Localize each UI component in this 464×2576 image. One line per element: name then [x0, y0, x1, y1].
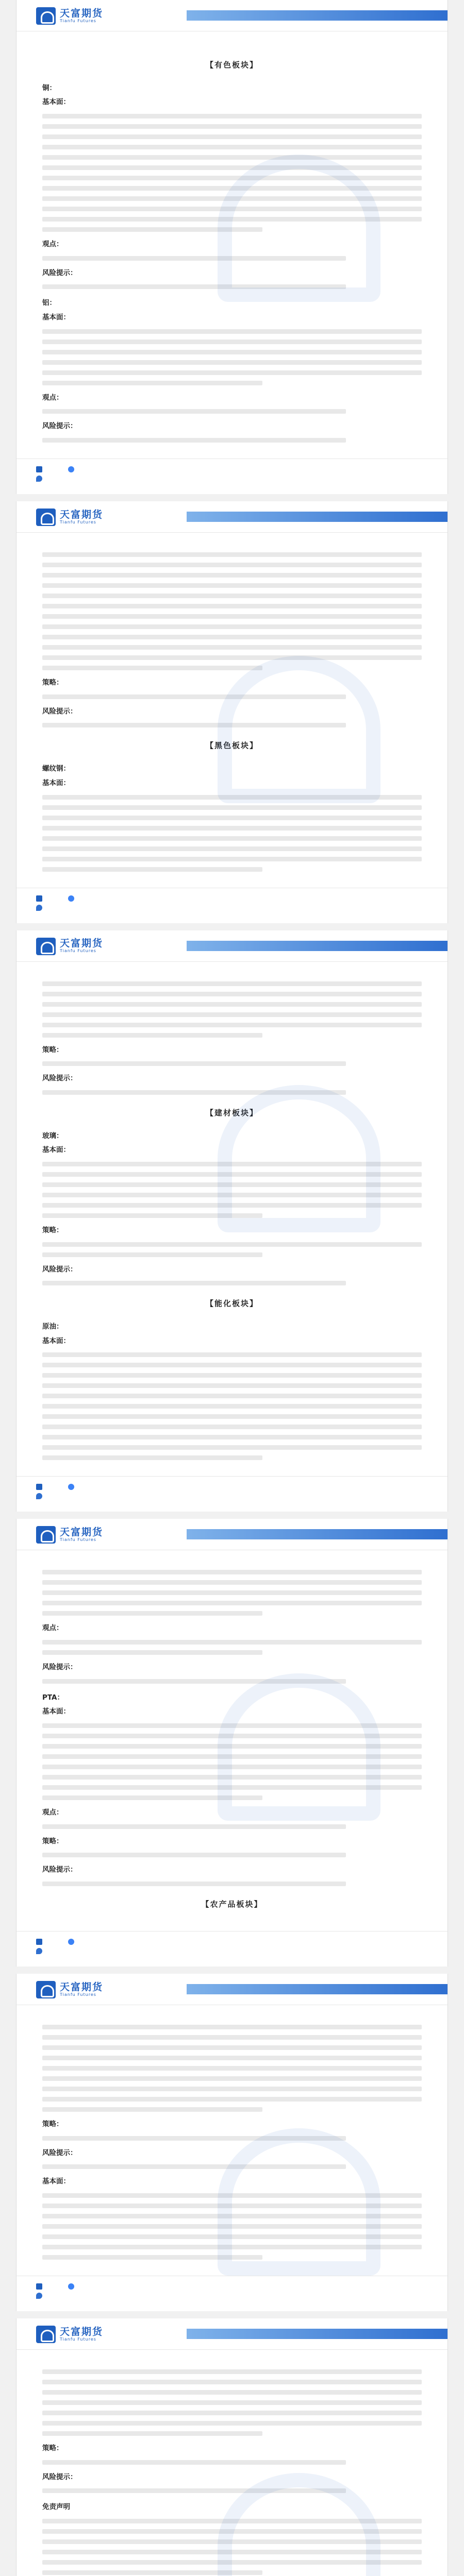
brand-name-en: Tianfu Futures	[60, 18, 96, 23]
brand-name-cn: 天富期货	[60, 1981, 104, 1993]
brand-logo-icon	[36, 509, 56, 526]
brand-name-en: Tianfu Futures	[60, 519, 96, 524]
page-header	[16, 501, 448, 533]
text-line-placeholder	[42, 1281, 346, 1285]
phone-icon	[36, 2283, 42, 2290]
brand-name-en: Tianfu Futures	[60, 948, 96, 954]
text-line-placeholder	[42, 826, 422, 831]
text-line-placeholder	[42, 645, 422, 650]
text-line-placeholder	[42, 2390, 422, 2395]
block-label: 风险提示：	[42, 1663, 77, 1672]
text-line-placeholder	[42, 2488, 346, 2493]
brand-name-en: Tianfu Futures	[60, 1537, 96, 1543]
brand-name-en: Tianfu Futures	[60, 2336, 96, 2342]
brand-name-cn: 天富期货	[60, 509, 104, 520]
page-header	[16, 1974, 448, 2005]
text-line-placeholder	[42, 1172, 422, 1177]
header-band	[187, 10, 448, 21]
page-content	[16, 533, 448, 887]
text-line-placeholder	[42, 165, 422, 170]
text-line-placeholder	[42, 114, 422, 118]
category-title: 螺纹钢：	[42, 765, 70, 773]
brand-logo-icon	[36, 2326, 56, 2343]
text-line-placeholder	[42, 1570, 422, 1574]
text-line-placeholder	[42, 1775, 422, 1780]
brand-logo-text	[60, 1982, 103, 1997]
text-line-placeholder	[42, 1414, 422, 1419]
text-line-placeholder	[42, 1193, 422, 1197]
text-line-placeholder	[42, 1853, 346, 1857]
page-footer	[16, 1931, 448, 1967]
globe-icon	[68, 895, 74, 902]
brand-logo-text	[60, 939, 103, 953]
text-line-placeholder	[42, 2097, 422, 2102]
text-line-placeholder	[42, 2519, 422, 2523]
block-label: 基本面：	[42, 1336, 70, 1345]
text-line-placeholder	[42, 1012, 422, 1017]
block-label: 风险提示：	[42, 422, 77, 431]
text-line-placeholder	[42, 805, 422, 810]
text-line-placeholder	[42, 2400, 422, 2405]
block-label: 风险提示：	[42, 1866, 77, 1874]
text-line-placeholder	[42, 124, 422, 129]
brand-name-cn: 天富期货	[60, 938, 104, 950]
brand-name-cn: 天富期货	[60, 2326, 104, 2337]
block-label: 策略：	[42, 2444, 63, 2452]
text-line-placeholder	[42, 2164, 346, 2169]
text-line-placeholder	[42, 1601, 422, 1605]
category-title: 免责声明	[42, 2503, 70, 2512]
text-line-placeholder	[42, 1033, 262, 1038]
text-line-placeholder	[42, 1182, 422, 1187]
location-pin-icon	[36, 1493, 42, 1499]
text-line-placeholder	[42, 1882, 346, 1886]
text-line-placeholder	[42, 723, 346, 727]
location-pin-icon	[36, 905, 42, 911]
text-line-placeholder	[42, 207, 422, 211]
text-line-placeholder	[42, 2076, 422, 2081]
text-line-placeholder	[42, 2550, 422, 2554]
text-line-placeholder	[42, 1765, 422, 1769]
text-line-placeholder	[42, 1590, 422, 1595]
text-line-placeholder	[42, 360, 422, 365]
block-label: 基本面：	[42, 778, 70, 787]
text-line-placeholder	[42, 2045, 422, 2050]
text-line-placeholder	[42, 816, 422, 820]
text-line-placeholder	[42, 573, 422, 578]
text-line-placeholder	[42, 2529, 422, 2534]
text-line-placeholder	[42, 694, 346, 699]
text-line-placeholder	[42, 1435, 422, 1439]
text-line-placeholder	[42, 381, 262, 385]
text-line-placeholder	[42, 614, 422, 619]
text-line-placeholder	[42, 2025, 422, 2029]
page-footer	[16, 459, 448, 494]
brand-logo	[36, 1980, 128, 1999]
header-band	[187, 1529, 448, 1539]
text-line-placeholder	[42, 2255, 262, 2260]
block-label: 策略：	[42, 2120, 63, 2128]
brand-logo	[36, 507, 128, 527]
text-line-placeholder	[42, 604, 422, 608]
page-header	[16, 930, 448, 962]
text-line-placeholder	[42, 155, 422, 160]
text-line-placeholder	[42, 1754, 422, 1759]
text-line-placeholder	[42, 2460, 346, 2465]
block-label: 风险提示：	[42, 1265, 77, 1274]
text-line-placeholder	[42, 1383, 422, 1388]
footer-contact-row	[36, 466, 428, 472]
footer-address-row	[36, 1493, 428, 1499]
block-label: 观点：	[42, 240, 63, 249]
text-line-placeholder	[42, 2066, 422, 2071]
block-label: 基本面：	[42, 1146, 70, 1155]
text-line-placeholder	[42, 563, 422, 567]
globe-icon	[68, 466, 74, 472]
page-content	[16, 2005, 448, 2276]
phone-icon	[36, 1939, 42, 1945]
text-line-placeholder	[42, 2380, 422, 2384]
text-line-placeholder	[42, 2056, 422, 2060]
text-line-placeholder	[42, 2214, 422, 2218]
block-label: 基本面：	[42, 98, 70, 107]
text-line-placeholder	[42, 795, 422, 800]
text-line-placeholder	[42, 1455, 262, 1460]
header-band	[187, 1984, 448, 1994]
block-label: 策略：	[42, 1045, 63, 1054]
category-title: 玻璃：	[42, 1131, 63, 1140]
text-line-placeholder	[42, 1723, 422, 1728]
text-line-placeholder	[42, 1824, 346, 1829]
text-line-placeholder	[42, 2421, 422, 2426]
text-line-placeholder	[42, 1425, 422, 1429]
report-page	[16, 501, 448, 923]
text-line-placeholder	[42, 2245, 422, 2249]
globe-icon	[68, 1484, 74, 1490]
text-line-placeholder	[42, 2411, 422, 2415]
brand-name-cn: 天富期货	[60, 7, 104, 19]
text-line-placeholder	[42, 992, 422, 996]
block-label: 观点：	[42, 1808, 63, 1817]
text-line-placeholder	[42, 145, 422, 149]
text-line-placeholder	[42, 552, 422, 557]
brand-logo-text	[60, 9, 103, 23]
text-line-placeholder	[42, 2234, 422, 2239]
brand-logo	[36, 937, 128, 956]
report-page	[16, 930, 448, 1512]
text-line-placeholder	[42, 1611, 262, 1616]
phone-icon	[36, 1484, 42, 1490]
text-line-placeholder	[42, 329, 422, 334]
text-line-placeholder	[42, 1363, 422, 1367]
phone-icon	[36, 895, 42, 902]
footer-contact-row	[36, 1484, 428, 1490]
text-line-placeholder	[42, 2560, 422, 2565]
brand-logo	[36, 2325, 128, 2344]
brand-logo-text	[60, 2327, 103, 2342]
text-line-placeholder	[42, 227, 262, 232]
page-header	[16, 1519, 448, 1550]
section-title: 【黑色板块】	[205, 741, 258, 751]
page-footer	[16, 1476, 448, 1512]
text-line-placeholder	[42, 1394, 422, 1398]
block-label: 策略：	[42, 1837, 63, 1845]
text-line-placeholder	[42, 350, 422, 354]
text-line-placeholder	[42, 134, 422, 139]
page-content	[16, 31, 448, 459]
text-line-placeholder	[42, 1744, 422, 1749]
text-line-placeholder	[42, 2204, 422, 2208]
text-line-placeholder	[42, 370, 422, 375]
category-title: 原油：	[42, 1323, 63, 1331]
footer-contact-row	[36, 895, 428, 902]
report-page	[16, 1974, 448, 2311]
text-line-placeholder	[42, 836, 422, 841]
text-line-placeholder	[42, 1650, 262, 1655]
block-label: 风险提示：	[42, 1074, 77, 1083]
footer-address-row	[36, 2293, 428, 2299]
location-pin-icon	[36, 476, 42, 482]
category-title: PTA：	[42, 1693, 64, 1702]
text-line-placeholder	[42, 981, 422, 986]
block-label: 风险提示：	[42, 2148, 77, 2157]
header-band	[187, 512, 448, 522]
block-label: 观点：	[42, 393, 63, 402]
text-line-placeholder	[42, 409, 346, 414]
text-line-placeholder	[42, 655, 422, 660]
text-line-placeholder	[42, 594, 422, 598]
text-line-placeholder	[42, 284, 346, 289]
brand-logo	[36, 6, 128, 26]
report-page	[16, 1519, 448, 1966]
block-label: 基本面：	[42, 2177, 70, 2186]
text-line-placeholder	[42, 1023, 422, 1027]
text-line-placeholder	[42, 1352, 422, 1357]
page-footer	[16, 2276, 448, 2311]
brand-name-cn: 天富期货	[60, 1527, 104, 1538]
text-line-placeholder	[42, 846, 422, 851]
text-line-placeholder	[42, 2193, 422, 2198]
text-line-placeholder	[42, 624, 422, 629]
text-line-placeholder	[42, 217, 422, 222]
page-content	[16, 962, 448, 1477]
text-line-placeholder	[42, 583, 422, 588]
text-line-placeholder	[42, 438, 346, 443]
text-line-placeholder	[42, 1373, 422, 1378]
text-line-placeholder	[42, 2570, 262, 2575]
page-content	[16, 2350, 448, 2576]
footer-contact-row	[36, 2283, 428, 2290]
section-title: 【建材板块】	[205, 1108, 258, 1117]
brand-logo-text	[60, 1528, 103, 1542]
text-line-placeholder	[42, 1090, 346, 1095]
text-line-placeholder	[42, 1061, 346, 1066]
text-line-placeholder	[42, 196, 422, 201]
brand-logo-icon	[36, 7, 56, 25]
text-line-placeholder	[42, 340, 422, 344]
text-line-placeholder	[42, 1242, 422, 1247]
text-line-placeholder	[42, 1252, 262, 1257]
text-line-placeholder	[42, 2369, 422, 2374]
page-header	[16, 0, 448, 31]
text-line-placeholder	[42, 2539, 422, 2544]
brand-logo-text	[60, 510, 103, 524]
text-line-placeholder	[42, 176, 422, 180]
report-page	[16, 0, 448, 494]
globe-icon	[68, 2283, 74, 2290]
text-line-placeholder	[42, 2087, 422, 2091]
footer-address-row	[36, 905, 428, 911]
brand-logo-icon	[36, 938, 56, 955]
text-line-placeholder	[42, 1795, 262, 1800]
globe-icon	[68, 1939, 74, 1945]
brand-logo-icon	[36, 1981, 56, 1998]
text-line-placeholder	[42, 1785, 422, 1790]
text-line-placeholder	[42, 2431, 262, 2436]
block-label: 风险提示：	[42, 268, 77, 277]
text-line-placeholder	[42, 2136, 346, 2141]
page-header	[16, 2318, 448, 2350]
page-footer	[16, 888, 448, 923]
text-line-placeholder	[42, 1580, 422, 1585]
block-label: 基本面：	[42, 1707, 70, 1716]
text-line-placeholder	[42, 1213, 262, 1218]
header-band	[187, 2329, 448, 2339]
footer-address-row	[36, 476, 428, 482]
text-line-placeholder	[42, 2107, 262, 2112]
text-line-placeholder	[42, 1734, 422, 1738]
header-band	[187, 941, 448, 951]
text-line-placeholder	[42, 2035, 422, 2040]
block-label: 观点：	[42, 1624, 63, 1633]
brand-logo-icon	[36, 1526, 56, 1544]
location-pin-icon	[36, 1948, 42, 1954]
text-line-placeholder	[42, 1162, 422, 1166]
text-line-placeholder	[42, 1002, 422, 1007]
block-label: 策略：	[42, 679, 63, 687]
category-title: 铝：	[42, 299, 56, 308]
footer-contact-row	[36, 1939, 428, 1945]
brand-logo	[36, 1525, 128, 1545]
brand-name-en: Tianfu Futures	[60, 1992, 96, 1997]
section-title: 【有色板块】	[205, 60, 258, 70]
section-title: 【能化板块】	[205, 1299, 258, 1309]
footer-address-row	[36, 1948, 428, 1954]
section-title: 【农产品板块】	[201, 1900, 263, 1909]
text-line-placeholder	[42, 186, 422, 191]
block-label: 策略：	[42, 1226, 63, 1234]
report-page	[16, 2318, 448, 2576]
text-line-placeholder	[42, 2224, 422, 2229]
block-label: 基本面：	[42, 313, 70, 322]
text-line-placeholder	[42, 666, 262, 670]
block-label: 风险提示：	[42, 707, 77, 716]
text-line-placeholder	[42, 256, 346, 261]
text-line-placeholder	[42, 1640, 422, 1645]
text-line-placeholder	[42, 635, 422, 639]
page-content	[16, 1550, 448, 1930]
text-line-placeholder	[42, 1203, 422, 1208]
text-line-placeholder	[42, 1679, 346, 1684]
block-label: 风险提示：	[42, 2472, 77, 2481]
phone-icon	[36, 466, 42, 472]
text-line-placeholder	[42, 1445, 422, 1450]
text-line-placeholder	[42, 867, 262, 872]
text-line-placeholder	[42, 857, 422, 861]
location-pin-icon	[36, 2293, 42, 2299]
category-title: 铜：	[42, 83, 56, 92]
text-line-placeholder	[42, 1404, 422, 1409]
